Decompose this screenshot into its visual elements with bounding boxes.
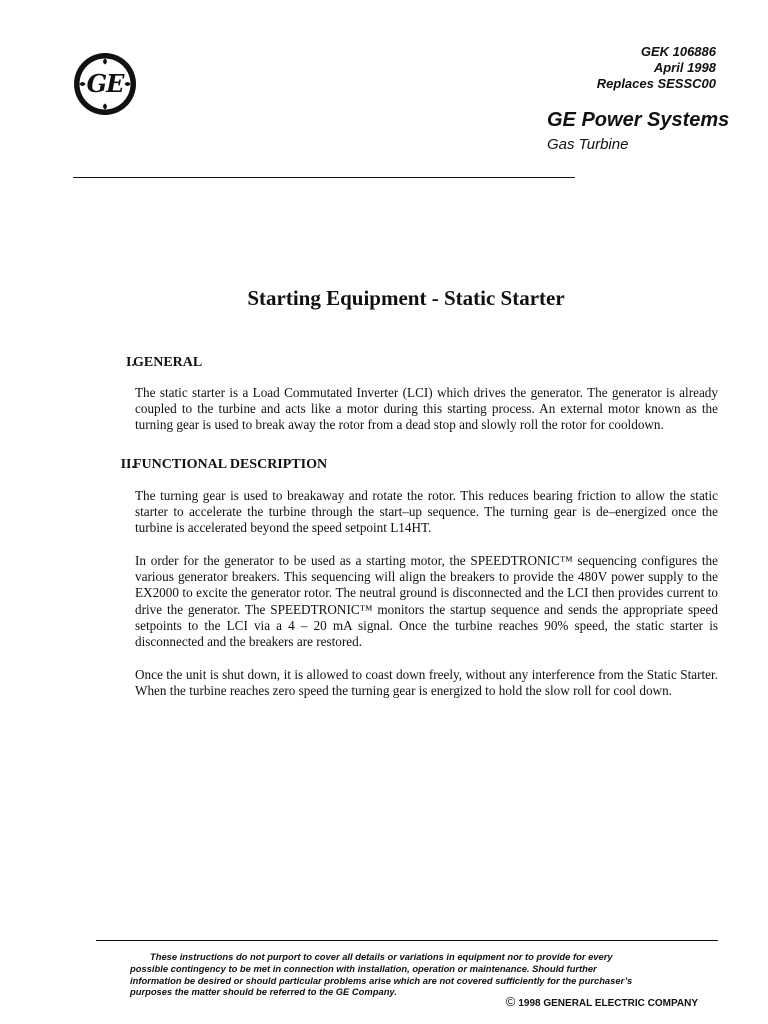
- section-title: GENERAL: [133, 355, 203, 370]
- ge-logo-monogram: GE: [86, 69, 124, 98]
- doc-replaces: Replaces SESSC00: [596, 76, 716, 91]
- doc-date: April 1998: [653, 60, 716, 75]
- copyright-notice: [506, 995, 698, 1010]
- section-number: I.: [126, 355, 135, 370]
- footer-divider: [96, 940, 718, 941]
- copyright-text: 1998 GENERAL ELECTRIC COMPANY: [518, 998, 698, 1009]
- product-name: Gas Turbine: [547, 136, 629, 153]
- copyright-icon: ©: [505, 994, 516, 1009]
- section-number: II.: [120, 457, 135, 472]
- page-title: Starting Equipment - Static Starter: [247, 286, 565, 311]
- ge-logo: [73, 52, 137, 116]
- section-title: FUNCTIONAL DESCRIPTION: [133, 457, 328, 472]
- document-meta: [597, 44, 716, 92]
- header-divider: [73, 177, 575, 178]
- paragraph: In order for the generator to be used as a starting motor, the SPEEDTRONIC™ sequencing configures the various generator breakers. This sequencing will align the breakers to provide the 480V power supply to the EX2000 to excite the generator rotor. The neutral ground is disconnected and the LCI then provides current to drive the generator. The SPEEDTRONIC™ monitors the startup sequence and sends the appropriate speed setpoints to the LCI via a 4 – 20 mA signal. Once the turbine reaches 90% speed, the static starter is disconnected and the breakers are restored.: [135, 553, 718, 650]
- paragraph: The static starter is a Load Commutated Inverter (LCI) which drives the generator. The generator is already coupled to the turbine and acts like a motor during this starting process. An external motor known as the turning gear is used to break away the rotor from a dead stop and slowly roll the rotor for cooldown.: [135, 385, 718, 433]
- paragraph: Once the unit is shut down, it is allowed to coast down freely, without any interference from the Static Starter. When the turbine reaches zero speed the turning gear is energized to hold the slow roll for cool down.: [135, 667, 718, 699]
- doc-number: GEK 106886: [640, 44, 716, 59]
- division-name: GE Power Systems: [547, 109, 730, 131]
- paragraph: The turning gear is used to breakaway and rotate the rotor. This reduces bearing friction to allow the static starter to accelerate the turbine through the start–up sequence. The turning gear is de–energized once the turbine is accelerated beyond the speed setpoint L14HT.: [135, 488, 718, 536]
- disclaimer-text: These instructions do not purport to cover all details or variations in equipment nor to provide for every possible contingency to be met in connection with installation, operation or maintenance. Should further information be desired or should particular problems arise which are not covered sufficiently for the purchaser’s purposes the matter should be referred to the GE Company.: [130, 951, 633, 998]
